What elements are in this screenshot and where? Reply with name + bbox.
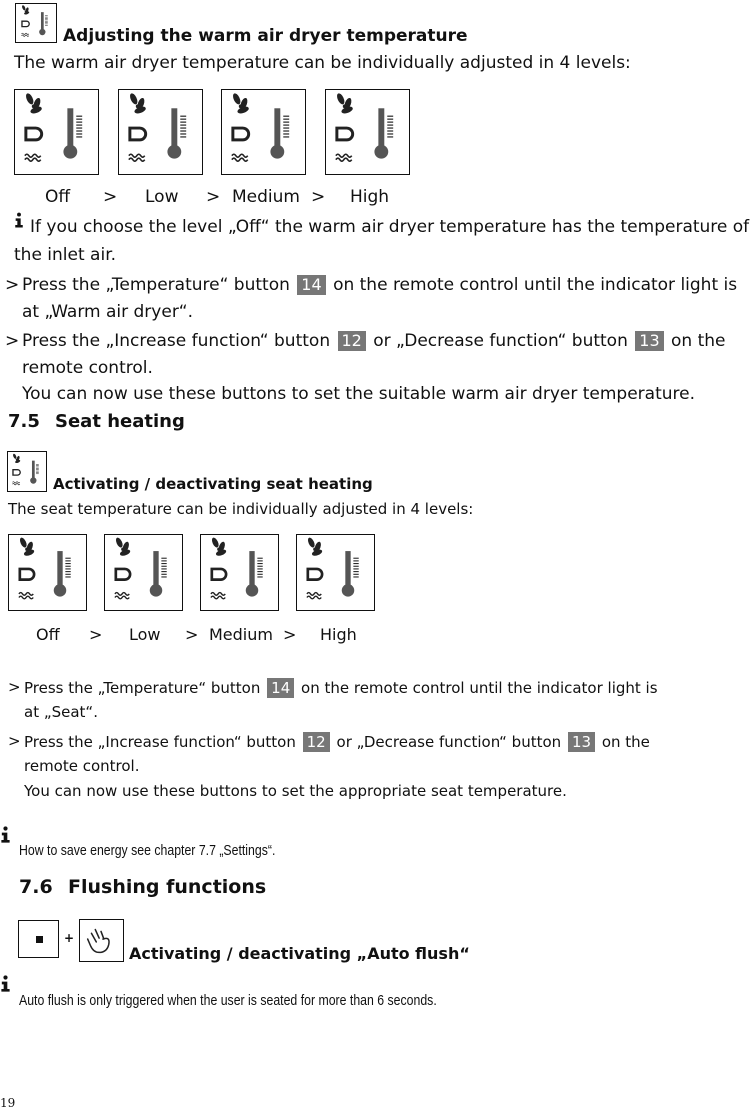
- seat-level-label: Off: [36, 625, 60, 644]
- dryer-step1: [22, 275, 737, 295]
- seat-step2-cont: remote control.: [24, 757, 140, 775]
- info-icon: [0, 826, 11, 843]
- step-text: or „Decrease function“ button: [336, 733, 562, 751]
- flush-note: Auto flush is only triggered when the user is seated for more than 6 seconds.: [19, 992, 437, 1009]
- dryer-level-label: Medium: [232, 187, 300, 207]
- dryer-intro: The warm air dryer temperature can be individually adjusted in 4 levels:: [14, 53, 631, 73]
- dryer-symbol-icon: [15, 3, 57, 43]
- step-text: on the: [671, 331, 726, 351]
- dryer-level-high-icon: [325, 89, 410, 175]
- seat-level-high-icon: [296, 534, 375, 611]
- dryer-step2: [22, 331, 726, 351]
- dryer-level-off-icon: [14, 89, 99, 175]
- dryer-note-cont: the inlet air.: [14, 245, 117, 265]
- step-text: on the remote control until the indicator light is: [333, 275, 738, 295]
- seat-symbol-icon: [7, 451, 47, 492]
- step-text: Press the „Temperature“ button: [24, 679, 261, 697]
- bullet-marker: >: [8, 678, 21, 696]
- seat-level-medium-icon: [200, 534, 279, 611]
- step-text: or „Decrease function“ button: [373, 331, 628, 351]
- button-ref-badge: 14: [297, 275, 325, 295]
- step-text: Press the „Temperature“ button: [22, 275, 290, 295]
- info-icon: [0, 975, 11, 992]
- dryer-result: You can now use these buttons to set the suitable warm air dryer temperature.: [22, 384, 696, 404]
- button-ref-badge: 12: [338, 331, 366, 351]
- seat-level-label: High: [320, 625, 357, 644]
- dryer-heading: Adjusting the warm air dryer temperature: [63, 26, 468, 46]
- dryer-level-label: High: [350, 187, 390, 207]
- level-separator: >: [103, 187, 118, 207]
- plus-sign: +: [64, 931, 75, 945]
- seat-step2: [24, 732, 650, 752]
- step-text: on the remote control until the indicator light is: [301, 679, 658, 697]
- level-separator: >: [283, 625, 297, 644]
- button-ref-badge: 13: [635, 331, 663, 351]
- section-title: Flushing functions: [68, 876, 267, 898]
- dryer-step2-cont: remote control.: [22, 358, 153, 378]
- section-title: Seat heating: [55, 411, 185, 432]
- seat-intro: The seat temperature can be individually adjusted in 4 levels:: [8, 500, 474, 518]
- button-ref-badge: 13: [568, 732, 595, 752]
- info-icon: [14, 212, 24, 228]
- energy-note: How to save energy see chapter 7.7 „Settings“.: [19, 842, 276, 859]
- seat-heading: Activating / deactivating seat heating: [53, 475, 373, 493]
- step-text: Press the „Increase function“ button: [24, 733, 296, 751]
- dryer-note: If you choose the level „Off“ the warm air dryer temperature has the temperature of: [30, 217, 750, 237]
- seat-step1: [24, 678, 658, 698]
- flush-heading: Activating / deactivating „Auto flush“: [129, 944, 470, 963]
- stop-symbol-icon: [18, 920, 59, 958]
- button-ref-badge: 14: [267, 678, 294, 698]
- section-number: 7.5: [8, 411, 40, 432]
- step-text: Press the „Increase function“ button: [22, 331, 331, 351]
- page-number: 19: [0, 1096, 16, 1110]
- step-text: on the: [601, 733, 650, 751]
- bullet-marker: >: [5, 275, 20, 295]
- bullet-marker: >: [8, 732, 21, 750]
- section-number: 7.6: [19, 876, 53, 898]
- seat-level-label: Low: [129, 625, 161, 644]
- dryer-level-label: Off: [45, 187, 71, 207]
- seat-result: You can now use these buttons to set the appropriate seat temperature.: [24, 782, 567, 800]
- button-ref-badge: 12: [303, 732, 330, 752]
- dryer-level-low-icon: [118, 89, 203, 175]
- dryer-step1-cont: at „Warm air dryer“.: [22, 302, 194, 322]
- seat-step1-cont: at „Seat“.: [24, 703, 98, 721]
- level-separator: >: [89, 625, 103, 644]
- level-separator: >: [206, 187, 221, 207]
- seat-level-label: Medium: [209, 625, 273, 644]
- level-separator: >: [185, 625, 199, 644]
- seat-level-low-icon: [104, 534, 183, 611]
- dryer-level-label: Low: [145, 187, 179, 207]
- hand-flush-icon: [79, 919, 124, 962]
- dryer-level-medium-icon: [221, 89, 306, 175]
- seat-level-off-icon: [8, 534, 87, 611]
- level-separator: >: [311, 187, 326, 207]
- bullet-marker: >: [5, 331, 20, 351]
